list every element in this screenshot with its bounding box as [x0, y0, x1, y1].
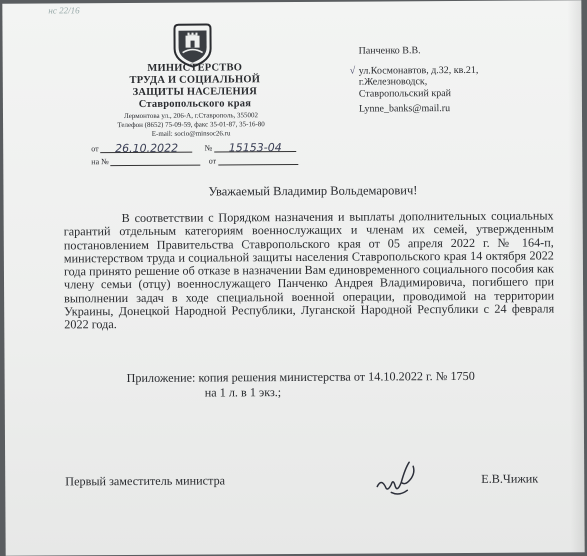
annex-line: на 1 л. в 1 экз.;: [204, 384, 282, 400]
ministry-region: Ставропольского края: [138, 98, 252, 110]
check-mark-icon: √: [349, 65, 356, 77]
ministry-address: [99, 111, 283, 139]
letter-body: В соответствии с Порядком назначения и выплаты дополнительных социальных гарантий отдельным категориям военнослужащих и членам их семей, утвержденным постановлением Правительства Ставропольского края от 05 апреля 2022 г. № 164-п, министерством труда и социальной защиты населения Ставропольского края 14 октября 2022 года принято решение об отказе в назначении Вам единовременного социального пособия как члену семьи (отцу) военнослужащего Панченко Андрея Владимировича, погибшего при выполнении задач в ходе специальной военной операции, проводимой на территории Украины, Донецкой Народной Республики, Луганской Народной Республики с 24 февраля 2022 года.: [63, 208, 555, 332]
page-edge-shadow: [567, 0, 584, 552]
reg-reference-line: [91, 155, 298, 166]
ministry-line: МИНИСТЕРСТВО: [147, 62, 243, 74]
reg-ot-label: от: [91, 144, 99, 154]
ministry-email: E-mail: socio@minsoc26.ru: [151, 129, 231, 138]
letter-sheet: [2, 0, 584, 556]
recipient-name: Панченко В.В.: [358, 45, 421, 57]
reg-ot2-label: от: [208, 156, 217, 166]
phone-line: Телефон (8652) 75-09-59, факс 35-01-87, 35-16-80: [117, 120, 265, 130]
recipient-email: Lynne_banks@mail.ru: [358, 103, 451, 115]
reg-date-line: [91, 141, 296, 156]
recipient-address-line: ул.Космонавтов, д.32, кв.21,: [358, 64, 479, 77]
ministry-line: ТРУДА И СОЦИАЛЬНОЙ: [129, 74, 261, 86]
ministry-name-block: [121, 62, 269, 111]
reg-na-label: на №: [91, 157, 109, 167]
corner-pencil-note: нс 22/16: [48, 5, 80, 16]
handwritten-signature: [371, 456, 421, 502]
address-line: Лермонтова ул., 206-А, г.Ставрополь, 355002: [123, 111, 259, 121]
annex-line: Приложение: копия решения министерства от 14.10.2022 г. № 1750: [126, 368, 475, 386]
reg-date: 26.10.2022: [115, 141, 179, 156]
reg-no-label: №: [204, 143, 213, 153]
annex-block: [127, 368, 555, 400]
recipient-address-line: Ставропольский край: [358, 87, 452, 100]
recipient-block: [349, 45, 479, 115]
recipient-address-line: г.Железноводск,: [358, 76, 428, 88]
ministry-line: ЗАЩИТЫ НАСЕЛЕНИЯ: [132, 86, 258, 98]
reg-number: 15153-04: [228, 141, 282, 155]
signatory-name: Е.В.Чижик: [481, 471, 539, 486]
salutation: Уважаемый Владимир Вольдемарович!: [208, 183, 418, 199]
signatory-title: Первый заместитель министра: [65, 473, 226, 489]
